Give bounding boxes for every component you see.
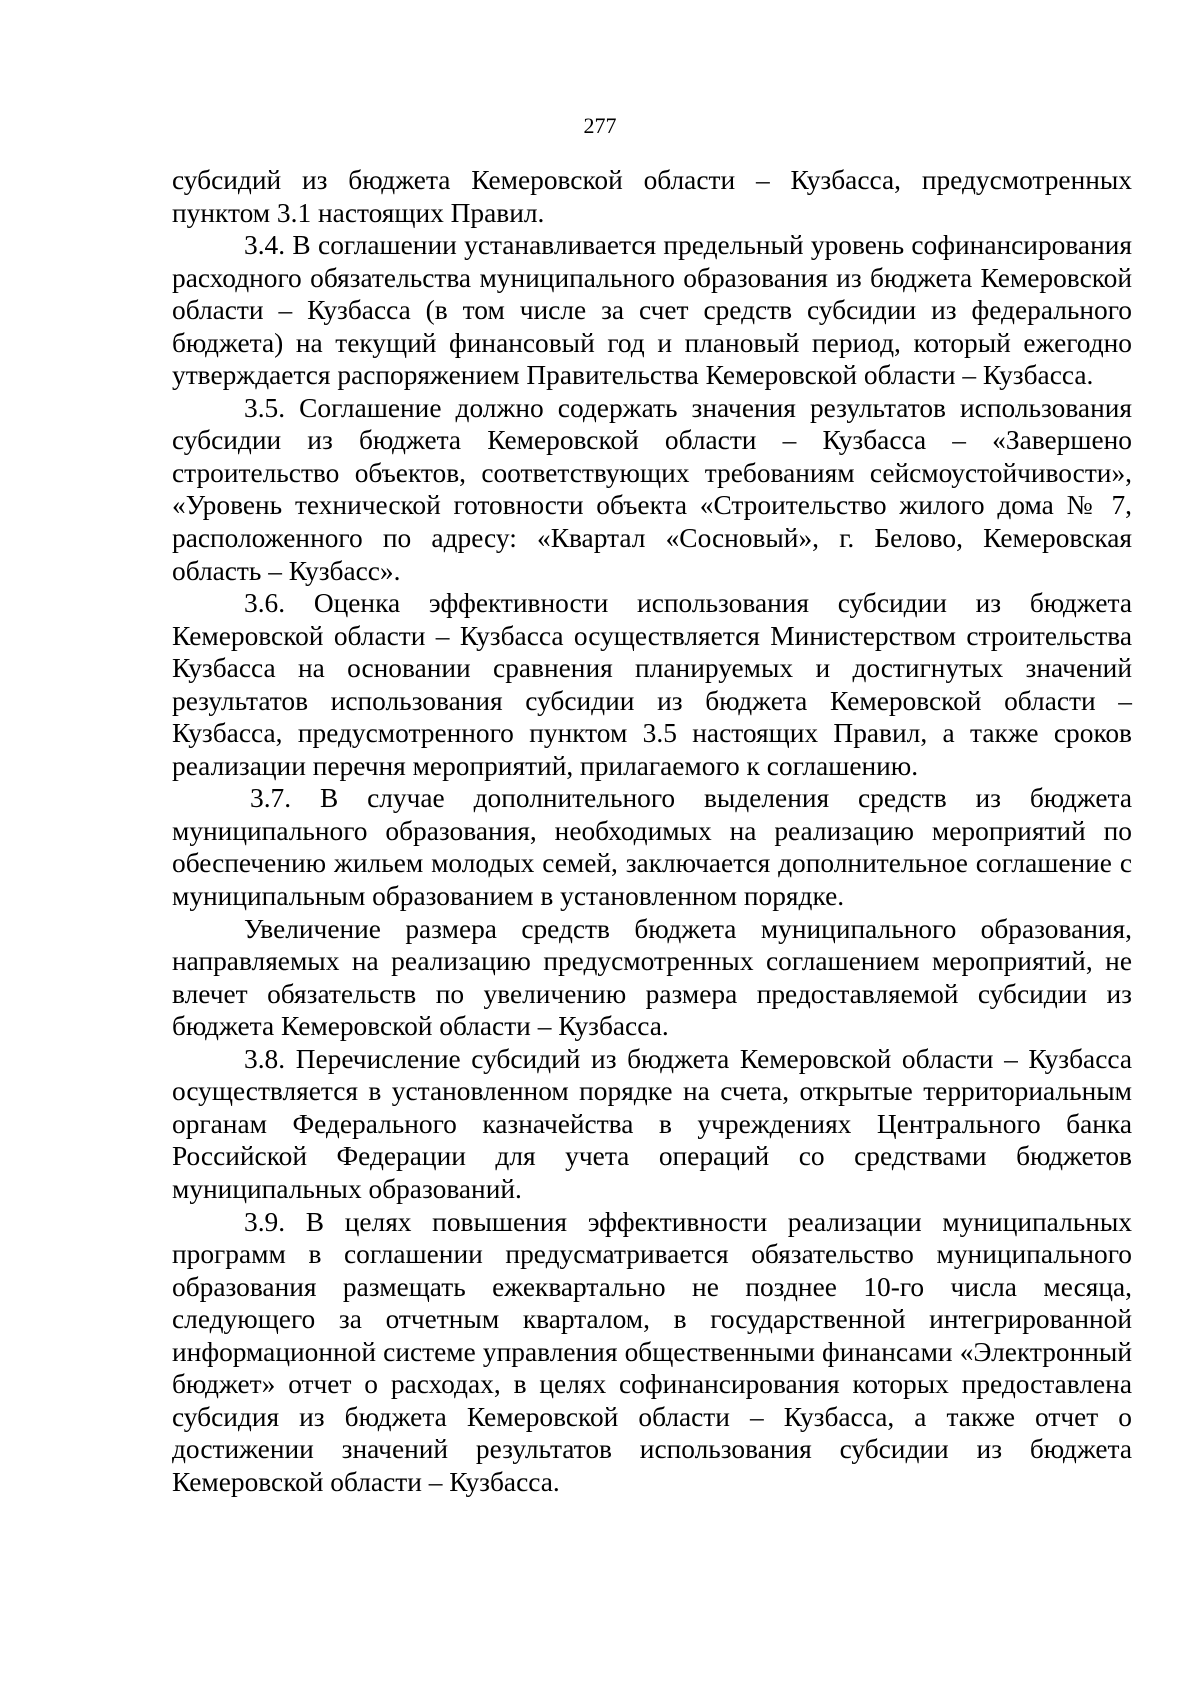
paragraph-3-5: 3.5. Соглашение должно содержать значения результатов использования субсидии из бюджета Кемеровской области – Кузбасса – «Завершено строительство объектов, соответствующих требованиям сейсмоустойчивости», «Уровень технической готовности объекта «Строительство жилого дома № 7, расположенного по адресу: «Квартал «Сосновый», г. Белово, Кемеровская область – Кузбасс».: [172, 392, 1132, 586]
paragraph-3-7-addendum: Увеличение размера средств бюджета муниципального образования, направляемых на реализацию предусмотренных соглашением мероприятий, не влечет обязательств по увеличению размера предоставляемой субсидии из бюджета Кемеровской области – Кузбасса.: [172, 913, 1132, 1042]
paragraph-continuation: субсидий из бюджета Кемеровской области – Кузбасса, предусмотренных пунктом 3.1 настоящих Правил.: [172, 165, 1132, 228]
document-body: [172, 164, 1132, 1498]
paragraph-3-9: 3.9. В целях повышения эффективности реализации муниципальных программ в соглашении предусматривается обязательство муниципального образования размещать ежеквартально не позднее 10-го числа месяца, следующего за отчетным кварталом, в государственной интегрированной информационной системе управления общественными финансами «Электронный бюджет» отчет о расходах, в целях софинансирования которых предоставлена субсидия из бюджета Кемеровской области – Кузбасса, а также отчет о достижении значений результатов использования субсидии из бюджета Кемеровской области – Кузбасса.: [172, 1206, 1132, 1497]
paragraph-3-8: 3.8. Перечисление субсидий из бюджета Кемеровской области – Кузбасса осуществляется в установленном порядке на счета, открытые территориальным органам Федерального казначейства в учреждениях Центрального банка Российской Федерации для учета операций со средствами бюджетов муниципальных образований.: [172, 1043, 1132, 1204]
paragraph-3-4: 3.4. В соглашении устанавливается предельный уровень софинансирования расходного обязательства муниципального образования из бюджета Кемеровской области – Кузбасса (в том числе за счет средств субсидии из федерального бюджета) на текущий финансовый год и плановый период, который ежегодно утверждается распоряжением Правительства Кемеровской области – Кузбасса.: [172, 230, 1132, 391]
paragraph-3-6: 3.6. Оценка эффективности использования субсидии из бюджета Кемеровской области – Кузбасса осуществляется Министерством строительства Кузбасса на основании сравнения планируемых и достигнутых значений результатов использования субсидии из бюджета Кемеровской области – Кузбасса, предусмотренного пунктом 3.5 настоящих Правил, а также сроков реализации перечня мероприятий, прилагаемого к соглашению.: [172, 588, 1132, 781]
paragraph-3-7: 3.7. В случае дополнительного выделения средств из бюджета муниципального образования, необходимых на реализацию мероприятий по обеспечению жильем молодых семей, заключается дополнительное соглашение с муниципальным образованием в установленном порядке.: [172, 783, 1132, 912]
page-number: 277: [583, 113, 617, 138]
